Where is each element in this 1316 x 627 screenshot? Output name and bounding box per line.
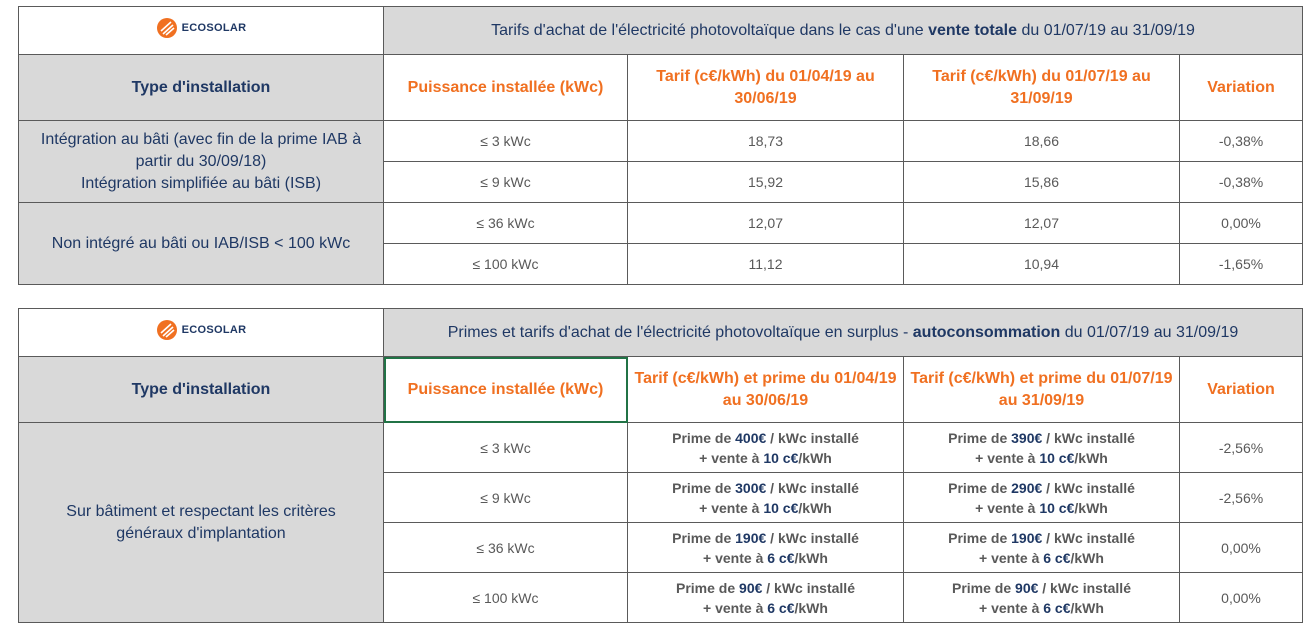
variation-cell: -2,56%: [1180, 423, 1303, 473]
title-emphasis: autoconsommation: [912, 323, 1061, 341]
variation-cell: -2,56%: [1180, 473, 1303, 523]
tarif-prev-cell: 15,92: [628, 162, 904, 203]
tarif-new-cell: 10,94: [904, 244, 1180, 285]
logo-cell: [19, 309, 384, 357]
tarif-prev-cell: 11,12: [628, 244, 904, 285]
header-tarif-new: Tarif (c€/kWh) du 01/07/19 au 31/09/19: [904, 55, 1180, 121]
header-tarif-prev: Tarif (c€/kWh) du 01/04/19 au 30/06/19: [628, 55, 904, 121]
variation-cell: 0,00%: [1180, 203, 1303, 244]
header-tarif-new: Tarif (c€/kWh) et prime du 01/07/19 au 31/09/19: [904, 357, 1180, 423]
puissance-cell: ≤ 36 kWc: [384, 523, 628, 573]
header-puissance-selected-cell[interactable]: Puissance installée (kWc): [384, 357, 628, 423]
logo-text: ECOSOLAR: [181, 22, 247, 34]
tarif-new-cell: Prime de 190€ / kWc installé + vente à 6 c€/kWh: [904, 523, 1180, 573]
puissance-cell: ≤ 3 kWc: [384, 121, 628, 162]
table-title: Primes et tarifs d'achat de l'électricité photovoltaïque en surplus - autoconsommation du 01/07/19 au 31/09/19: [384, 309, 1303, 357]
logo-cell: [19, 7, 384, 55]
tarif-prev-cell: 18,73: [628, 121, 904, 162]
header-puissance: Puissance installée (kWc): [384, 55, 628, 121]
tarif-new-cell: Prime de 390€ / kWc installé + vente à 10 c€/kWh: [904, 423, 1180, 473]
sun-logo-icon: [156, 319, 178, 341]
variation-cell: -0,38%: [1180, 121, 1303, 162]
autoconsommation-table: [18, 308, 1303, 623]
variation-cell: 0,00%: [1180, 523, 1303, 573]
header-type: Type d'installation: [19, 357, 384, 423]
logo-text: ECOSOLAR: [181, 324, 247, 336]
puissance-cell: ≤ 100 kWc: [384, 573, 628, 623]
puissance-cell: ≤ 9 kWc: [384, 473, 628, 523]
installation-type: Non intégré au bâti ou IAB/ISB < 100 kWc: [19, 203, 384, 285]
tarif-prev-cell: Prime de 300€ / kWc installé + vente à 10 c€/kWh: [628, 473, 904, 523]
tarif-new-cell: 15,86: [904, 162, 1180, 203]
tarif-prev-cell: Prime de 400€ / kWc installé + vente à 10 c€/kWh: [628, 423, 904, 473]
variation-cell: -1,65%: [1180, 244, 1303, 285]
tarif-new-cell: Prime de 290€ / kWc installé + vente à 10 c€/kWh: [904, 473, 1180, 523]
installation-type: Intégration au bâti (avec fin de la prime IAB à partir du 30/09/18) Intégration simplifiée au bâti (ISB): [19, 121, 384, 203]
table-row: [19, 203, 1303, 244]
tarif-prev-cell: Prime de 90€ / kWc installé + vente à 6 c€/kWh: [628, 573, 904, 623]
header-tarif-prev: Tarif (c€/kWh) et prime du 01/04/19 au 30/06/19: [628, 357, 904, 423]
header-type: Type d'installation: [19, 55, 384, 121]
sun-logo-icon: [156, 17, 178, 39]
header-variation: Variation: [1180, 357, 1303, 423]
ecosolar-logo: [156, 17, 247, 39]
tarif-new-cell: 12,07: [904, 203, 1180, 244]
variation-cell: 0,00%: [1180, 573, 1303, 623]
title-emphasis: vente totale: [928, 21, 1017, 39]
puissance-cell: ≤ 9 kWc: [384, 162, 628, 203]
tarif-new-cell: 18,66: [904, 121, 1180, 162]
tarif-prev-cell: Prime de 190€ / kWc installé + vente à 6 c€/kWh: [628, 523, 904, 573]
header-variation: Variation: [1180, 55, 1303, 121]
ecosolar-logo: [156, 319, 247, 341]
tarif-new-cell: Prime de 90€ / kWc installé + vente à 6 c€/kWh: [904, 573, 1180, 623]
installation-type: Sur bâtiment et respectant les critères généraux d'implantation: [19, 423, 384, 623]
puissance-cell: ≤ 100 kWc: [384, 244, 628, 285]
puissance-cell: ≤ 3 kWc: [384, 423, 628, 473]
variation-cell: -0,38%: [1180, 162, 1303, 203]
table-title: Tarifs d'achat de l'électricité photovoltaïque dans le cas d'une vente totale du 01/07/19 au 31/09/19: [384, 7, 1303, 55]
table-row: [19, 423, 1303, 473]
vente-totale-table: [18, 6, 1303, 285]
puissance-cell: ≤ 36 kWc: [384, 203, 628, 244]
tarif-prev-cell: 12,07: [628, 203, 904, 244]
table-row: [19, 121, 1303, 162]
